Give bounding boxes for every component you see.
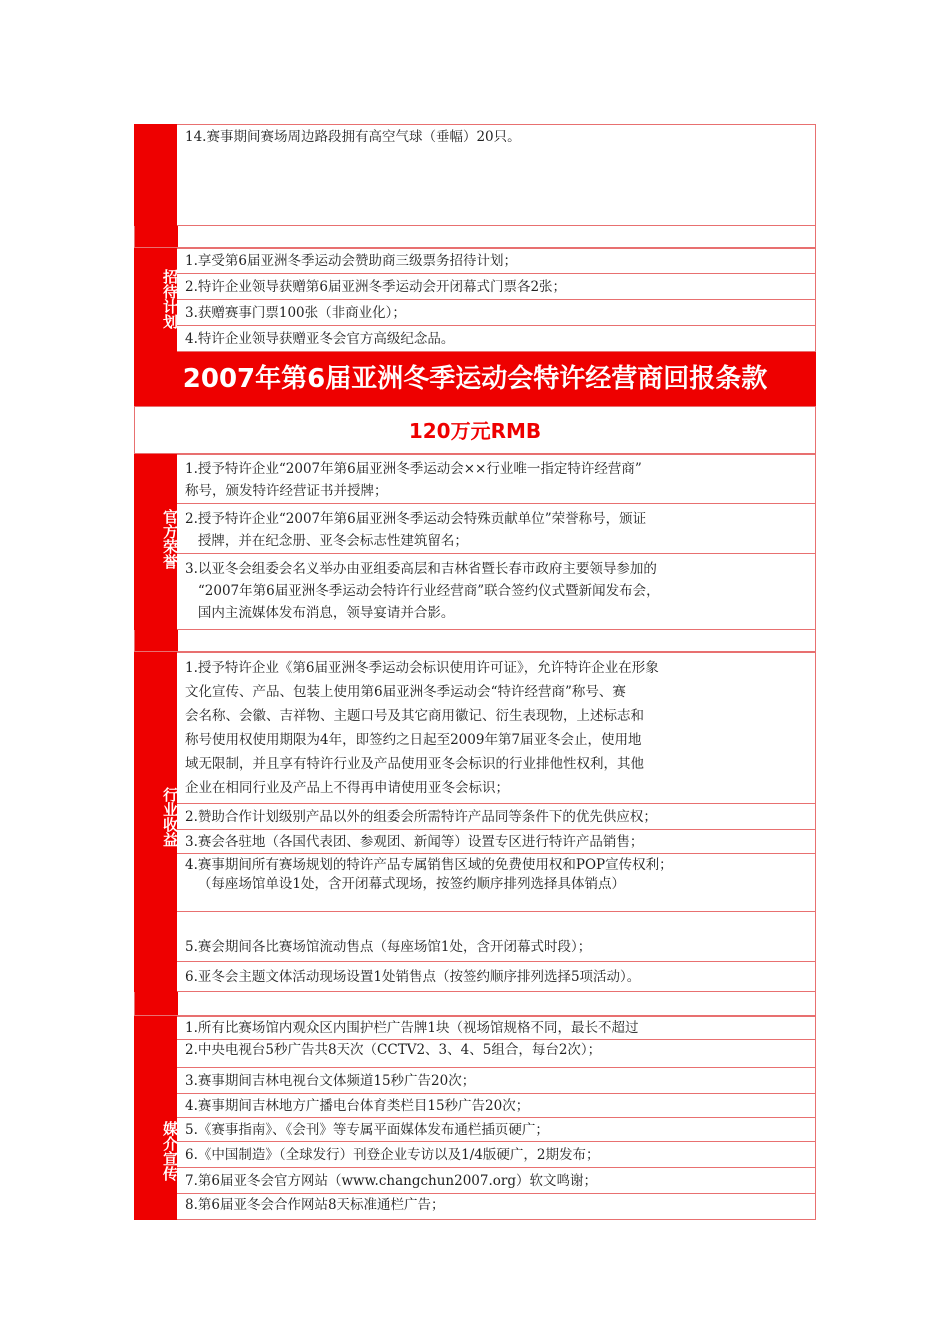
block-reception — [134, 248, 816, 352]
section-label: 行业收益 — [161, 787, 179, 847]
list-item: 4.赛事期间所有赛场规划的特许产品专属销售区域的免费使用权和POP宣传权利； （每座场馆单设1处，含开闭幕式现场，按签约顺序排列选择具体销点） — [177, 854, 816, 912]
list-item: 5.《赛事指南》、《会刊》等专属平面媒体发布通栏插页硬广； — [177, 1118, 816, 1142]
block-continued — [134, 124, 816, 226]
list-item: 7.第6届亚冬会官方网站（www.changchun2007.org）软文鸣谢； — [177, 1168, 816, 1194]
list-item: 6.《中国制造》（全球发行）刊登企业专访以及1/4版硬广，2期发布； — [177, 1142, 816, 1168]
list-item: 4.特许企业领导获赠亚冬会官方高级纪念品。 — [185, 331, 455, 347]
section-label: 媒介宣传 — [161, 1121, 179, 1181]
side-bar — [134, 124, 177, 226]
list-item: 2.赞助合作计划级别产品以外的组委会所需特许产品同等条件下的优先供应权； — [177, 804, 816, 830]
list-item: 3.以亚冬会组委会名义举办由亚组委高层和吉林省暨长春市政府主要领导参加的 “2007年第6届亚洲冬季运动会特许行业经营商”联合签约仪式暨新闻发布会， 国内主流媒体发布消息，领导宴请并合影。 — [185, 561, 660, 621]
list-item: 1.享受第6届亚洲冬季运动会赞助商三级票务招待计划； — [177, 248, 816, 274]
block-honor — [134, 454, 816, 630]
spacer-row — [134, 992, 816, 1016]
block-industry — [134, 652, 816, 992]
spacer-row — [134, 226, 816, 248]
list-item: 4.赛事期间吉林地方广播电台体育类栏目15秒广告20次； — [177, 1094, 816, 1118]
list-item: 2.授予特许企业“2007年第6届亚洲冬季运动会特殊贡献单位”荣誉称号，颁证 授牌，并在纪念册、亚冬会标志性建筑留名； — [177, 504, 816, 554]
list-item: 5.赛会期间各比赛场馆流动售点（每座场馆1处，含开闭幕式时段）； — [177, 912, 816, 962]
list-item: 2.特许企业领导获赠第6届亚洲冬季运动会开闭幕式门票各2张； — [177, 274, 816, 300]
list-item: 6.亚冬会主题文体活动现场设置1处销售点（按签约顺序排列选择5项活动）。 — [185, 969, 641, 985]
list-item: 3.获赠赛事门票100张（非商业化）； — [177, 300, 816, 326]
list-item: 1.所有比赛场馆内观众区内围护栏广告牌1块（视场馆规格不同，最长不超过 — [177, 1016, 816, 1040]
list-item: 1.授予特许企业《第6届亚洲冬季运动会标识使用许可证》，允许特许企业在形象 文化宣传、产品、包装上使用第6届亚洲冬季运动会“特许经营商”称号、赛 会名称、会徽、吉祥物、主题口号及其它商用徽记、衍生表现物，上述标志和 称号使用权使用期限为4年，即签约之日起至2009年第7届亚冬会止，使用地 域无限制，并且享有特许行业及产品使用亚冬会标识的行业排他性权利，其他 企业在相同行业及产品上不得再申请使用亚冬会标识； — [177, 652, 816, 804]
list-item: 8.第6届亚冬会合作网站8天标准通栏广告； — [185, 1197, 445, 1213]
page-title: 2007年第6届亚洲冬季运动会特许经营商回报条款 — [134, 352, 816, 406]
list-item: 3.赛事期间吉林电视台文体频道15秒广告20次； — [177, 1068, 816, 1094]
section-label: 招待计划 — [161, 269, 179, 329]
list-item: 2.中央电视台5秒广告共8天次（CCTV2、3、4、5组合，每台2次）； — [177, 1040, 816, 1068]
list-item: 1.授予特许企业“2007年第6届亚洲冬季运动会××行业唯一指定特许经营商” 称号，颁发特许经营证书并授牌； — [177, 454, 816, 504]
price-label: 120万元RMB — [134, 406, 816, 454]
list-item: 3.赛会各驻地（各国代表团、参观团、新闻等）设置专区进行特许产品销售； — [177, 830, 816, 854]
section-label: 官方荣誉 — [161, 509, 179, 569]
list-item: 14.赛事期间赛场周边路段拥有高空气球（垂幅）20只。 — [185, 129, 521, 145]
block-media — [134, 1016, 816, 1220]
spacer-row — [134, 630, 816, 652]
